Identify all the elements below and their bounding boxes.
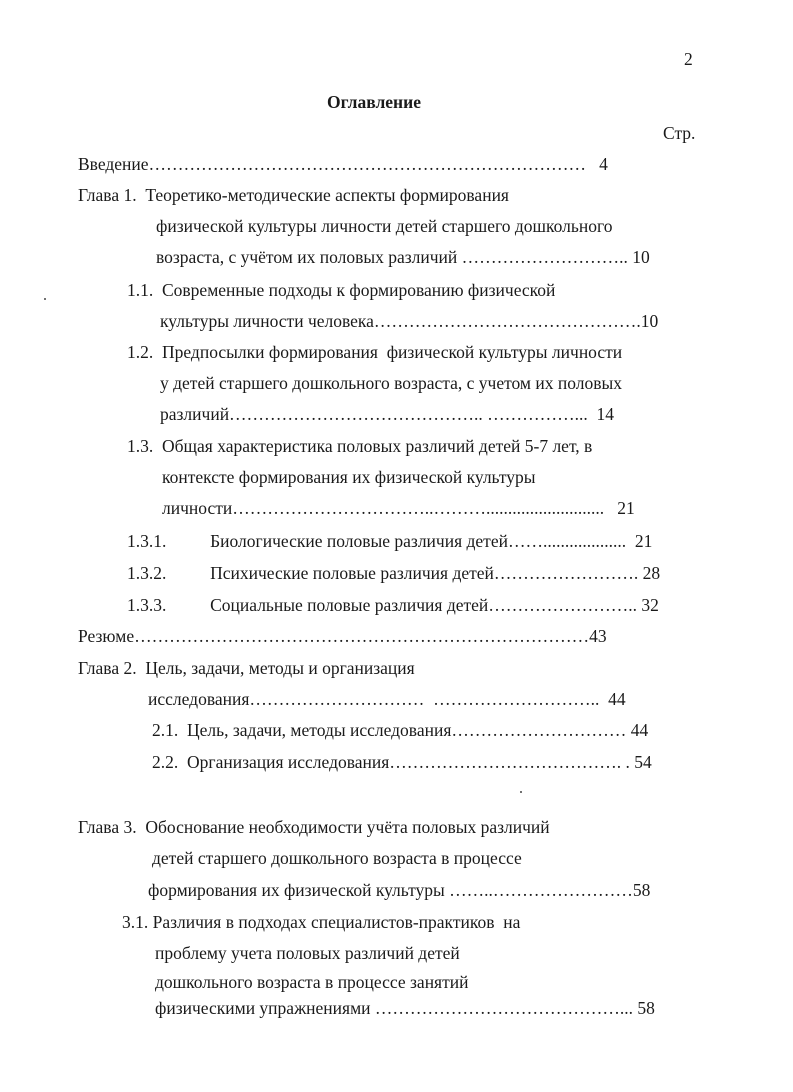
toc-entry-chapter-3-cont: детей старшего дошкольного возраста в процессе <box>152 848 522 868</box>
page-number: 2 <box>684 49 693 69</box>
toc-entry-chapter-1-cont: физической культуры личности детей старшего дошкольного <box>156 216 613 236</box>
toc-entry-section-3-1-cont: дошкольного возраста в процессе занятий <box>155 972 469 992</box>
scan-speck <box>44 298 46 300</box>
toc-entry-chapter-3-cont: формирования их физической культуры ……..……………………58 <box>148 880 651 900</box>
toc-entry-section-1-3: 1.3. Общая характеристика половых различий детей 5-7 лет, в <box>127 436 593 456</box>
page-title: Оглавление <box>327 92 421 112</box>
toc-entry-chapter-1-cont: возраста, с учётом их половых различий ……………………….. 10 <box>156 247 650 267</box>
page-column-label: Стр. <box>663 123 696 143</box>
toc-entry-section-1-3-1: 1.3.1. Биологические половые различия детей……................... 21 <box>127 531 653 551</box>
toc-entry-section-1-1: 1.1. Современные подходы к формированию физической <box>127 280 556 300</box>
toc-entry-section-2-1: 2.1. Цель, задачи, методы исследования………………………… 44 <box>152 720 649 740</box>
toc-entry-summary: Резюме……………………………………………………………………43 <box>78 626 607 646</box>
toc-entry-chapter-3: Глава 3. Обоснование необходимости учёта половых различий <box>78 817 550 837</box>
toc-entry-section-1-3-cont: личности……………………………..………........................... 21 <box>162 498 635 518</box>
toc-entry-section-1-3-2: 1.3.2. Психические половые различия детей……………………. 28 <box>127 563 661 583</box>
toc-entry-intro: Введение………………………………………………………………… 4 <box>78 154 608 174</box>
toc-entry-section-1-3-cont: контексте формирования их физической культуры <box>162 467 536 487</box>
toc-entry-section-1-3-3: 1.3.3. Социальные половые различия детей…………………….. 32 <box>127 595 659 615</box>
toc-entry-chapter-2-cont: исследования………………………… ……………………….. 44 <box>148 689 626 709</box>
scan-speck <box>520 791 522 793</box>
toc-entry-section-1-2: 1.2. Предпосылки формирования физической культуры личности <box>127 342 623 362</box>
toc-entry-chapter-1: Глава 1. Теоретико-методические аспекты формирования <box>78 185 509 205</box>
toc-entry-section-3-1-cont: проблему учета половых различий детей <box>155 943 460 963</box>
toc-entry-section-1-2-cont: различий…………………………………….. ……………... 14 <box>160 404 615 424</box>
toc-entry-chapter-2: Глава 2. Цель, задачи, методы и организация <box>78 658 415 678</box>
toc-entry-section-3-1-cont: физическими упражнениями ……………………………………... 58 <box>155 998 655 1018</box>
toc-entry-section-3-1: 3.1. Различия в подходах специалистов-практиков на <box>122 912 521 932</box>
toc-entry-section-1-2-cont: у детей старшего дошкольного возраста, с учетом их половых <box>160 373 623 393</box>
toc-entry-section-1-1-cont: культуры личности человека……………………………………….10 <box>160 311 659 331</box>
toc-entry-section-2-2: 2.2. Организация исследования…………………………………. . 54 <box>152 752 652 772</box>
